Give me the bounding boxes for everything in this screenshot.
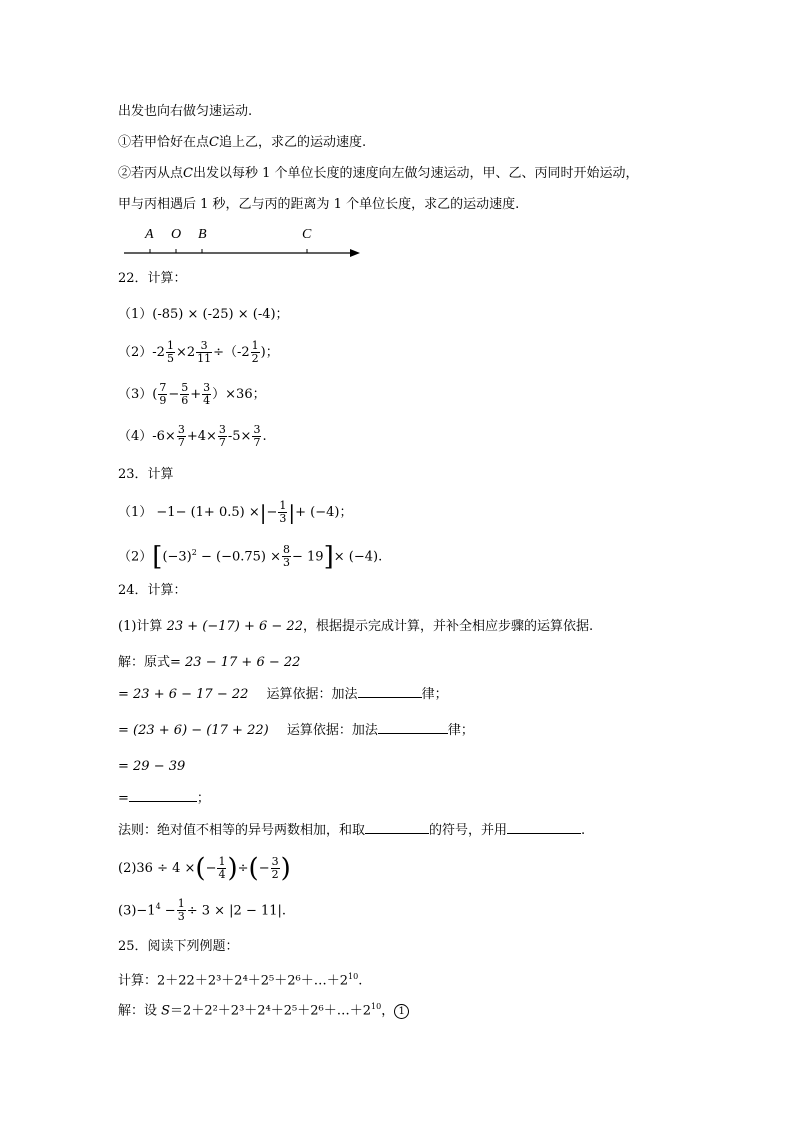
- q23-title: 23．计算: [118, 467, 174, 482]
- numerator: 8: [283, 543, 291, 557]
- paren-right: ): [280, 853, 291, 884]
- q25-sol-b: ＝2＋2²＋2³＋2⁴＋2⁵＋2⁶＋…＋2: [170, 1003, 372, 1019]
- q24-sol-l1: [118, 654, 300, 672]
- q23-p2-suffix: × (−4).: [333, 549, 383, 565]
- q24-sol-l5: [118, 790, 210, 808]
- q22-p4-suffix: .: [262, 429, 267, 444]
- numerator: 3: [271, 855, 279, 868]
- q24-p1-a: (1)计算: [118, 619, 167, 634]
- fraction: [218, 424, 227, 449]
- paren-left: (: [248, 853, 259, 884]
- denominator: 3: [283, 556, 291, 570]
- numerator: 5: [181, 381, 189, 394]
- q22-p4-mid: +4×: [186, 429, 217, 444]
- denominator: 2: [251, 352, 259, 365]
- numerator: 1: [218, 855, 226, 868]
- fraction: [271, 856, 280, 881]
- q22-p1: （1）(-85) × (-25) × (-4)；: [118, 307, 289, 322]
- q24-p2-prefix: (2)36 ÷ 4 ×: [118, 861, 196, 876]
- q23-p1: （1） −1− (1+ 0.5) ×|− $\frac{1}{3}$ |+ (−4)；: [118, 499, 353, 525]
- q23-p2-mid: − (−0.75) ×: [196, 549, 282, 565]
- operator: +: [190, 387, 202, 402]
- q22-p4-mid2: -5×: [227, 429, 252, 444]
- fraction: [282, 544, 291, 569]
- q25-sol-var: S: [161, 1003, 171, 1019]
- paren-right: ): [227, 853, 238, 884]
- denominator: 4: [218, 868, 226, 881]
- denominator: 4: [203, 394, 211, 407]
- number-line-arrow: [350, 249, 360, 257]
- q22-p4-prefix: （4）-6×: [118, 429, 176, 444]
- denominator: 7: [177, 436, 185, 449]
- abs-bar-left: |: [259, 500, 267, 525]
- label-a: A: [145, 227, 154, 242]
- answer-blank[interactable]: [129, 801, 197, 802]
- q21-part2-line2: 甲与丙相遇后 1 秒，乙与丙的距离为 1 个单位长度，求乙的运动速度.: [118, 197, 520, 212]
- fraction: [158, 382, 167, 407]
- denominator: 5: [166, 352, 174, 365]
- q23-p2-mid2: − 19: [292, 549, 324, 565]
- numerator: 7: [159, 381, 167, 394]
- answer-blank[interactable]: [358, 697, 422, 698]
- q24-p3-mid: −: [160, 903, 176, 919]
- q24-rule-b: 的符号，并用: [429, 823, 508, 838]
- q25-calc-a: 计算：2＋2: [118, 973, 187, 989]
- denominator: 6: [181, 394, 189, 407]
- numerator: 3: [177, 423, 185, 436]
- q25-calc: [118, 968, 362, 990]
- number-line-figure: [118, 222, 368, 264]
- denominator: 7: [253, 436, 261, 449]
- q23-p2-body: (−3): [162, 549, 192, 565]
- q21-part1-text-b: 追上乙，求乙的运动速度.: [218, 135, 367, 150]
- q24-sol-l4-expr: = 29 − 39: [118, 759, 186, 774]
- q23-p2: [118, 541, 383, 572]
- numerator: 1: [177, 897, 185, 911]
- q24-sol-label: 解：原式: [118, 655, 171, 670]
- q24-sol-l3-note-b: 律；: [447, 723, 474, 738]
- q22-p3: [118, 382, 266, 407]
- denominator: 7: [218, 436, 226, 449]
- q24-p1-b: ，根据提示完成计算，并补全相应步骤的运算依据.: [302, 619, 594, 634]
- q24-rule-a: 法则：绝对值不相等的异号两数相加，和取: [118, 823, 366, 838]
- q21-part2: [118, 165, 639, 183]
- q22-p3-prefix: （3）(: [118, 387, 158, 402]
- denominator: 3: [279, 512, 287, 525]
- q25-sol-c: ，: [381, 1003, 395, 1019]
- q24-sol-l3-expr: = (23 + 6) − (17 + 22): [118, 723, 269, 738]
- numerator: 1: [251, 339, 259, 352]
- bracket-left: [: [152, 541, 163, 572]
- numerator: 1: [166, 339, 174, 352]
- exponent: 10: [371, 1002, 382, 1011]
- q24-sol-l5-b: ；: [196, 791, 210, 806]
- q24-p3: [118, 898, 286, 923]
- q22-p2: [118, 340, 279, 365]
- q21-part1-marker: ①: [118, 135, 132, 150]
- q24-rule: [118, 822, 585, 840]
- numerator: 3: [203, 381, 211, 394]
- numerator: 3: [196, 340, 212, 353]
- fraction: [202, 382, 211, 407]
- q24-p3-suffix: ÷ 3 × |2 − 11|.: [186, 903, 287, 919]
- q23-p2-prefix: （2）: [118, 549, 153, 565]
- q24-p3-prefix: (3)−1: [118, 903, 156, 919]
- q24-sol-l3: [118, 722, 474, 740]
- fraction: [278, 500, 287, 525]
- q24-p2-mid: ÷: [237, 861, 249, 876]
- fraction: [217, 856, 226, 881]
- denominator: 2: [271, 868, 279, 881]
- numerator: 3: [253, 423, 261, 436]
- q22-p2-suffix: )；: [260, 345, 279, 360]
- q25-sol-a: 解：设: [118, 1003, 162, 1019]
- label-o: O: [171, 227, 182, 242]
- q22-p3-suffix: ）×36；: [212, 387, 266, 402]
- q23-p1-prefix: （1） −1− (1+ 0.5) ×: [118, 505, 260, 520]
- numerator: 1: [279, 499, 287, 512]
- intro-line: 出发也向右做匀速运动.: [118, 104, 253, 119]
- q21-part1: [118, 134, 366, 152]
- label-b: B: [198, 227, 207, 242]
- q21-part2-text-a: 若丙从点: [131, 166, 184, 181]
- q24-p1-expr: 23 + (−17) + 6 − 22: [166, 619, 303, 634]
- q24-sol-l2-note-a: 运算依据：加法: [266, 687, 358, 702]
- q25-calc-rest: 2＋2³＋2⁴＋2⁵＋2⁶＋…＋2: [186, 973, 349, 989]
- numerator: 3: [218, 423, 226, 436]
- q23-p1-suffix: + (−4)；: [295, 505, 353, 520]
- q24-title: 24．计算：: [118, 583, 187, 598]
- q22-p4: [118, 424, 267, 449]
- fraction: [177, 424, 186, 449]
- q21-part2-var: C: [183, 166, 193, 181]
- q24-sol-l5-a: =: [118, 791, 129, 806]
- exponent: 2: [191, 548, 197, 557]
- q22-p2-mid2: ÷（-2: [213, 345, 250, 360]
- paren-left: (: [195, 853, 206, 884]
- answer-blank[interactable]: [365, 833, 429, 834]
- fraction: [196, 340, 212, 365]
- q21-part1-text-a: 若甲恰好在点: [131, 135, 210, 150]
- fraction: [166, 340, 175, 365]
- q24-sol-l4: [118, 758, 185, 776]
- operator: −: [168, 387, 180, 402]
- q21-part2-text-b: 出发以每秒 1 个单位长度的速度向左做匀速运动，甲、乙、丙同时开始运动，: [192, 166, 639, 181]
- equation-marker: 1: [394, 1004, 409, 1019]
- denominator: 11: [197, 352, 212, 365]
- q24-p1: [118, 618, 593, 636]
- q22-p2-mid: ×2: [175, 345, 196, 360]
- q22-p2-prefix: （2）-2: [118, 345, 165, 360]
- denominator: 3: [177, 910, 185, 924]
- fraction: [180, 382, 189, 407]
- q25-title: 25．阅读下列例题：: [118, 939, 239, 954]
- q25-calc-end: .: [358, 973, 363, 989]
- q21-part1-var: C: [209, 135, 219, 150]
- q24-sol-l2-note-b: 律；: [421, 687, 448, 702]
- fraction: [251, 340, 260, 365]
- bracket-right: ]: [323, 541, 334, 572]
- q24-rule-c: .: [581, 823, 586, 838]
- q21-part2-marker: ②: [118, 166, 132, 181]
- fraction: [252, 424, 261, 449]
- exponent: 4: [155, 902, 161, 911]
- q24-sol-l1-expr: = 23 − 17 + 6 − 22: [170, 655, 301, 670]
- q24-p2: (2)36 ÷ 4 ×(− $\frac{1}{4}$ )÷(− $\frac{3}{2}$ ): [118, 853, 291, 884]
- q25-sol: [118, 998, 409, 1020]
- answer-blank[interactable]: [507, 833, 581, 834]
- answer-blank[interactable]: [378, 733, 448, 734]
- abs-bar-right: |: [288, 500, 296, 525]
- q22-title: 22．计算：: [118, 271, 187, 286]
- q24-sol-l2-expr: = 23 + 6 − 17 − 22: [118, 687, 249, 702]
- denominator: 9: [159, 394, 167, 407]
- exponent: 10: [348, 972, 359, 981]
- label-c: C: [302, 227, 312, 242]
- q24-sol-l3-note-a: 运算依据：加法: [286, 723, 378, 738]
- q24-sol-l2: [118, 686, 448, 704]
- fraction: [177, 898, 186, 923]
